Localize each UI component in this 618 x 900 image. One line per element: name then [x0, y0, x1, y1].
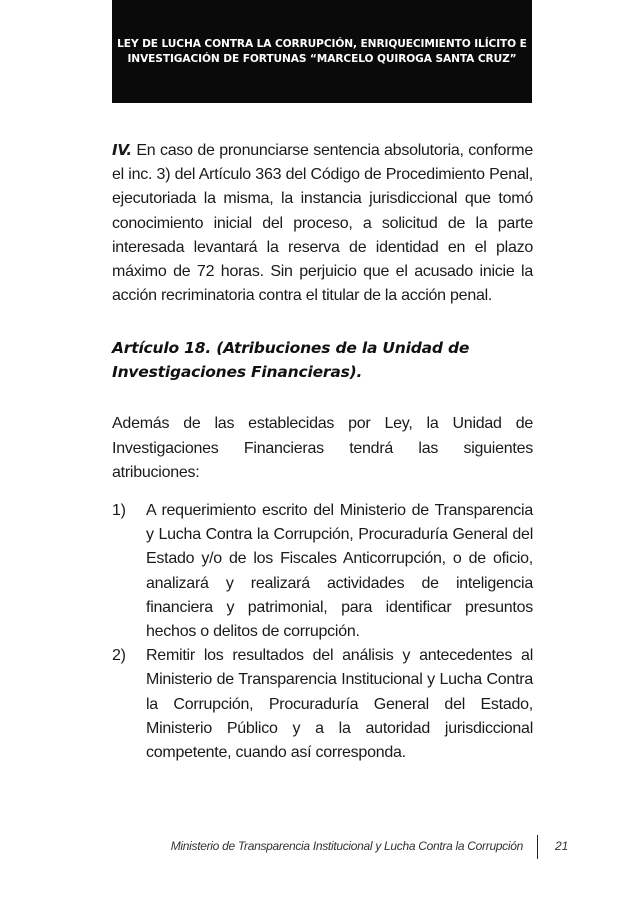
page-number: 21 [555, 839, 569, 853]
header-title-line-1: LEY DE LUCHA CONTRA LA CORRUPCIÓN, ENRIQUECIMIENTO ILÍCITO E [117, 38, 527, 50]
list-item [112, 499, 533, 644]
list-item-text: A requerimiento escrito del Ministerio de Transparencia y Lucha Contra la Corrupción, Procuraduría General del Estado y/o de los Fiscales Anticorrupción, o de oficio, analizará y realizará actividades de inteligencia financiera y patrimonial, para identificar presuntos hechos o delitos de corrupción. [146, 502, 533, 641]
page-body [112, 138, 533, 765]
article-heading [112, 336, 533, 384]
attributions-list [112, 499, 533, 765]
article-heading-line-1: Artículo 18. (Atribuciones de la Unidad de [112, 339, 470, 358]
page-footer [0, 835, 618, 859]
section-iv-text: En caso de pronunciarse sentencia absolutoria, conforme el inc. 3) del Artículo 363 del Código de Procedimiento Penal, ejecutoriada la misma, la instancia jurisdiccional que tomó conocimiento inicial del proceso, a solicitud de la parte interesada levantará la reserva de identidad en el plazo máximo de 72 horas. Sin perjuicio que el acusado inicie la acción recriminatoria contra el titular de la acción penal. [112, 142, 533, 305]
article-intro: Además de las establecidas por Ley, la Unidad de Investigaciones Financieras tendrá las siguientes atribuciones: [112, 415, 533, 481]
list-item [112, 644, 533, 765]
article-heading-line-2: Investigaciones Financieras). [112, 363, 363, 382]
running-header [112, 0, 532, 103]
list-item-number: 2) [112, 647, 126, 665]
footer-divider [537, 835, 538, 859]
header-title-line-2: INVESTIGACIÓN DE FORTUNAS “MARCELO QUIROGA SANTA CRUZ” [127, 52, 517, 65]
list-item-number: 1) [112, 502, 126, 520]
list-item-text: Remitir los resultados del análisis y antecedentes al Ministerio de Transparencia Institucional y Lucha Contra la Corrupción, Procuraduría General del Estado, Ministerio Público y a la autoridad jurisdiccional competente, cuando así corresponda. [146, 647, 533, 762]
section-iv-paragraph [112, 138, 533, 308]
section-iv-label: IV. [112, 141, 132, 159]
footer-ministry-text: Ministerio de Transparencia Institucional y Lucha Contra la Corrupción [170, 839, 523, 853]
